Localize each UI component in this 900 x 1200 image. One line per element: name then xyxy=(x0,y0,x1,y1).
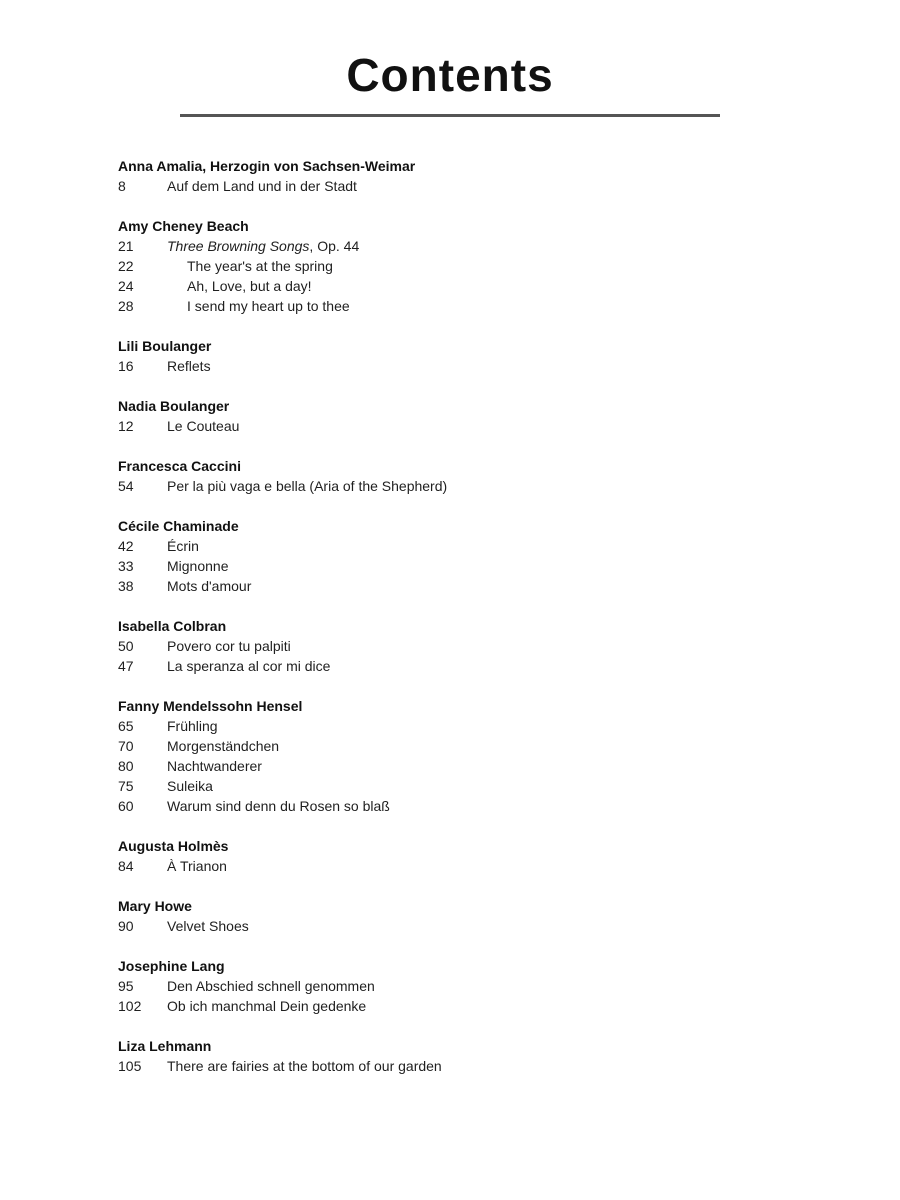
work-title: Écrin xyxy=(167,538,199,554)
toc-entry xyxy=(118,416,758,436)
toc-entry xyxy=(118,776,758,796)
work-title: Morgenständchen xyxy=(167,738,280,754)
composer-name: Amy Cheney Beach xyxy=(118,218,249,234)
page-number: 24 xyxy=(118,278,134,294)
composer-name: Anna Amalia, Herzogin von Sachsen-Weimar xyxy=(118,158,416,174)
composer-name: Francesca Caccini xyxy=(118,458,241,474)
work-title xyxy=(167,236,758,256)
page-number: 80 xyxy=(118,758,134,774)
toc-entry xyxy=(118,256,758,276)
work-title: Reflets xyxy=(167,358,211,374)
page-number: 105 xyxy=(118,1058,142,1074)
work-title-italic: Three Browning Songs xyxy=(167,238,310,254)
work-title: Frühling xyxy=(167,718,218,734)
work-title: Le Couteau xyxy=(167,418,240,434)
work-title: Den Abschied schnell genommen xyxy=(167,978,375,994)
page-number: 16 xyxy=(118,358,134,374)
toc-entry xyxy=(118,656,758,676)
page-number: 60 xyxy=(118,798,134,814)
page-number: 22 xyxy=(118,258,134,274)
work-title: La speranza al cor mi dice xyxy=(167,658,331,674)
composer-name: Liza Lehmann xyxy=(118,1038,212,1054)
composer-name: Isabella Colbran xyxy=(118,618,227,634)
toc-entry xyxy=(118,356,758,376)
table-of-contents xyxy=(118,156,758,1096)
work-title: Mignonne xyxy=(167,558,229,574)
page-number: 65 xyxy=(118,718,134,734)
composer-section xyxy=(118,896,758,936)
page-number: 50 xyxy=(118,638,134,654)
composer-section xyxy=(118,336,758,376)
page-number: 75 xyxy=(118,778,134,794)
work-title: Ah, Love, but a day! xyxy=(187,278,312,294)
work-title: Per la più vaga e bella (Aria of the Shepherd) xyxy=(167,478,448,494)
page-number: 38 xyxy=(118,578,134,594)
toc-entry xyxy=(118,556,758,576)
page-number: 54 xyxy=(118,478,134,494)
composer-section xyxy=(118,156,758,196)
composer-section xyxy=(118,216,758,316)
page-number: 33 xyxy=(118,558,134,574)
page-number: 70 xyxy=(118,738,134,754)
work-title-suffix: , Op. 44 xyxy=(309,238,360,254)
toc-entry xyxy=(118,976,758,996)
page-number: 28 xyxy=(118,298,134,314)
toc-entry xyxy=(118,476,758,496)
work-title: Velvet Shoes xyxy=(167,918,249,934)
page-number: 12 xyxy=(118,418,134,434)
composer-name: Cécile Chaminade xyxy=(118,518,239,534)
composer-section xyxy=(118,956,758,1016)
toc-entry xyxy=(118,1056,758,1076)
page-number: 21 xyxy=(118,238,134,254)
composer-section xyxy=(118,456,758,496)
composer-section xyxy=(118,696,758,816)
composer-name: Josephine Lang xyxy=(118,958,225,974)
toc-entry xyxy=(118,576,758,596)
work-title: À Trianon xyxy=(167,858,227,874)
page-number: 8 xyxy=(118,178,126,194)
page-number: 84 xyxy=(118,858,134,874)
composer-name: Nadia Boulanger xyxy=(118,398,230,414)
composer-name: Fanny Mendelssohn Hensel xyxy=(118,698,303,714)
toc-entry xyxy=(118,536,758,556)
work-title: The year's at the spring xyxy=(187,258,333,274)
page-number: 95 xyxy=(118,978,134,994)
composer-section xyxy=(118,616,758,676)
work-title: There are fairies at the bottom of our garden xyxy=(167,1058,442,1074)
toc-entry xyxy=(118,716,758,736)
toc-entry xyxy=(118,236,758,256)
work-title: I send my heart up to thee xyxy=(187,298,350,314)
page-title: Contents xyxy=(346,49,554,101)
toc-entry xyxy=(118,736,758,756)
composer-name: Mary Howe xyxy=(118,898,192,914)
toc-entry xyxy=(118,996,758,1016)
toc-entry xyxy=(118,276,758,296)
work-title: Mots d'amour xyxy=(167,578,252,594)
work-title: Suleika xyxy=(167,778,213,794)
toc-entry xyxy=(118,916,758,936)
page-number: 90 xyxy=(118,918,134,934)
toc-entry xyxy=(118,636,758,656)
composer-section xyxy=(118,516,758,596)
composer-name: Lili Boulanger xyxy=(118,338,212,354)
toc-entry xyxy=(118,796,758,816)
toc-entry xyxy=(118,756,758,776)
work-title: Warum sind denn du Rosen so blaß xyxy=(167,798,390,814)
page-number: 102 xyxy=(118,998,142,1014)
work-title: Povero cor tu palpiti xyxy=(167,638,291,654)
toc-entry xyxy=(118,176,758,196)
work-title: Ob ich manchmal Dein gedenke xyxy=(167,998,367,1014)
work-title: Auf dem Land und in der Stadt xyxy=(167,178,357,194)
toc-entry xyxy=(118,296,758,316)
toc-entry xyxy=(118,856,758,876)
composer-section xyxy=(118,836,758,876)
composer-section xyxy=(118,396,758,436)
title-divider xyxy=(180,114,720,117)
page-number: 42 xyxy=(118,538,134,554)
composer-section xyxy=(118,1036,758,1076)
page-number: 47 xyxy=(118,658,134,674)
work-title: Nachtwanderer xyxy=(167,758,262,774)
composer-name: Augusta Holmès xyxy=(118,838,229,854)
